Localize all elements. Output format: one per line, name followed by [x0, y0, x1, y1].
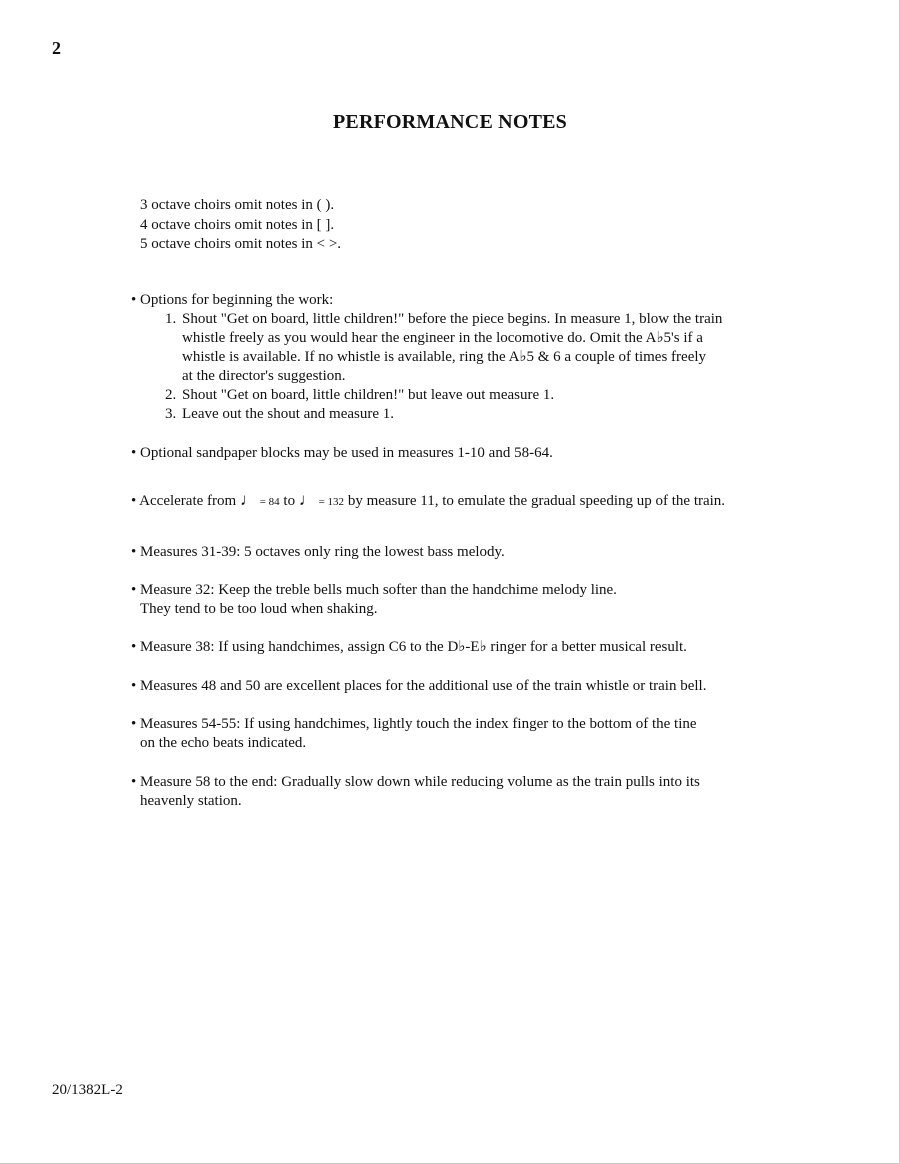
- quarter-note-icon: ♩: [239, 490, 257, 509]
- measures-48-50-note: • Measures 48 and 50 are excellent places for the additional use of the train whistle or train bell.: [131, 678, 707, 694]
- option-line: Leave out the shout and measure 1.: [182, 406, 395, 422]
- option-line: whistle freely as you would hear the engineer in the locomotive do. Omit the A♭5's if a: [182, 330, 703, 346]
- page-title: PERFORMANCE NOTES: [333, 111, 567, 133]
- option-item-1: [131, 310, 791, 386]
- option-line: Shout "Get on board, little children!" but leave out measure 1.: [182, 387, 555, 403]
- quarter-note-icon: ♩: [298, 490, 316, 509]
- option-number: 2.: [165, 387, 177, 403]
- accelerate-note: • Accelerate from ♩ = 84 to ♩ = 132 by measure 11, to emulate the gradual speeding up of the train.: [131, 490, 726, 509]
- option-line: whistle is available. If no whistle is available, ring the A♭5 & 6 a couple of times freely: [182, 349, 707, 365]
- tempo-end: = 132: [315, 496, 345, 508]
- octave-note-3: 3 octave choirs omit notes in ( ).: [140, 197, 335, 213]
- option-number: 1.: [165, 311, 177, 327]
- measure-58-note: • Measure 58 to the end: Gradually slow down while reducing volume as the train pulls into its heavenly station.: [131, 774, 700, 809]
- option-line: Shout "Get on board, little children!" before the piece begins. In measure 1, blow the train: [182, 311, 723, 327]
- measure-32-note: • Measure 32: Keep the treble bells much softer than the handchime melody line. They tend to be too loud when shaking.: [131, 582, 617, 617]
- options-list: [131, 310, 791, 424]
- options-note: [131, 291, 791, 424]
- page-number: 2: [52, 38, 61, 58]
- measures-54-55-note: • Measures 54-55: If using handchimes, lightly touch the index finger to the bottom of the tine on the echo beats indicated.: [131, 716, 697, 751]
- option-number: 3.: [165, 406, 177, 422]
- option-item-3: [131, 405, 791, 424]
- octave-notes: [140, 196, 341, 255]
- tempo-start: = 84: [256, 496, 280, 508]
- option-item-2: [131, 386, 791, 405]
- sandpaper-note: • Optional sandpaper blocks may be used in measures 1-10 and 58-64.: [131, 445, 553, 461]
- octave-note-4: 4 octave choirs omit notes in [ ].: [140, 216, 335, 233]
- option-line: at the director's suggestion.: [182, 368, 346, 384]
- options-heading: • Options for beginning the work:: [131, 292, 334, 308]
- measures-31-39-note: • Measures 31-39: 5 octaves only ring the lowest bass melody.: [131, 544, 505, 560]
- octave-note-5: 5 octave choirs omit notes in < >.: [140, 236, 342, 252]
- footer-code: 20/1382L-2: [52, 1082, 123, 1098]
- measure-38-note: • Measure 38: If using handchimes, assign C6 to the D♭-E♭ ringer for a better musical result.: [131, 639, 687, 655]
